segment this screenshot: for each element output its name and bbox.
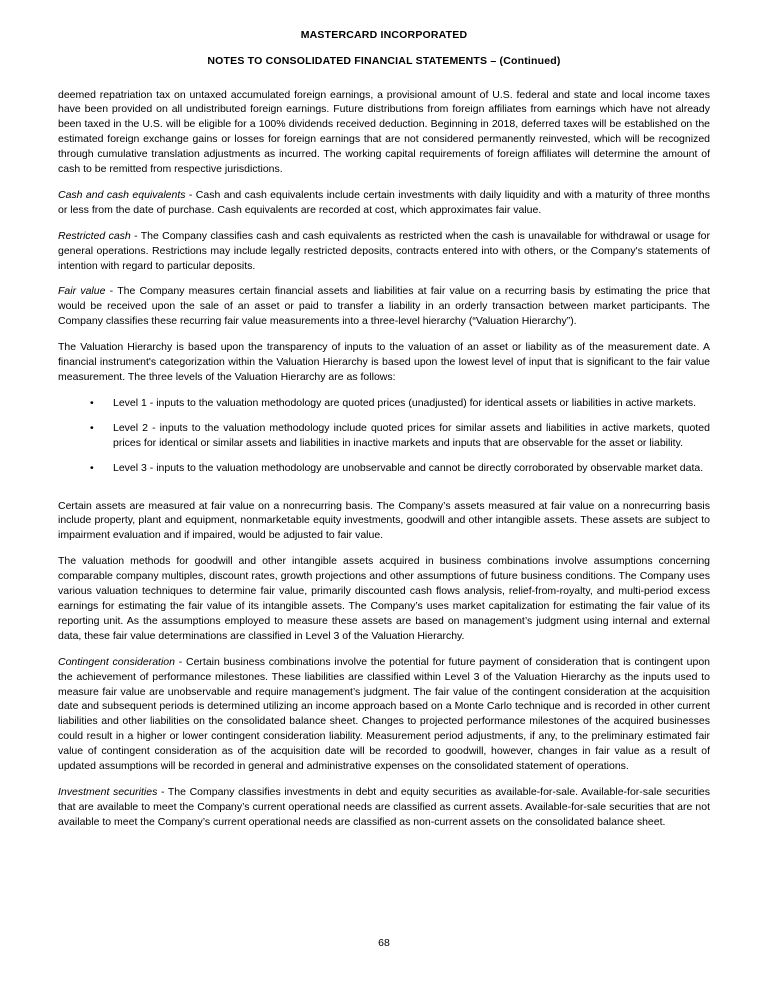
term-cash-and-cash-equivalents-body: - Cash and cash equivalents include certain investments with daily liquidity and with a maturity of three months or less from the date of purchase. Cash equivalents are recorded at cost, which approximates fair value. <box>58 188 710 216</box>
term-restricted-cash-body: - The Company classifies cash and cash equivalents as restricted when the cash is unavailable for withdrawal or usage for general operations. Restrictions may include legally restricted deposits, contracts entered into with others, or the Company's statements of intention with regard to particular deposits. <box>58 229 710 272</box>
paragraph-cash-and-cash-equivalents <box>58 188 710 218</box>
list-item-text: Level 2 - inputs to the valuation methodology include quoted prices for similar assets and liabilities in active markets, quoted prices for identical or similar assets and liabilities in inactive markets and inputs that are observable for the asset or liability. <box>113 421 710 449</box>
term-contingent-consideration-body: - Certain business combinations involve the potential for future payment of consideration that is contingent upon the achievement of performance milestones. These liabilities are classified within Level 3 of the Valuation Hierarchy as the inputs used to measure fair value are unobservable and require management’s judgment. The fair value of the contingent consideration at the acquisition date and subsequent periods is determined utilizing an income approach based on a Monte Carlo technique and is recorded in other current liabilities and other liabilities on the consolidated balance sheet. Changes to projected performance milestones of the acquired businesses could result in a higher or lower contingent consideration liability. Measurement period adjustments, if any, to the preliminary estimated fair value of contingent consideration as of the acquisition date will be recorded to goodwill, however, changes in fair value as a result of updated assumptions will be recorded in general and administrative expenses on the consolidated statement of operations. <box>58 655 710 773</box>
bullet-icon: • <box>90 461 94 474</box>
term-fair-value: Fair value <box>58 285 106 298</box>
term-fair-value-body: - The Company measures certain financial assets and liabilities at fair value on a recurring basis by estimating the price that would be received upon the sale of an asset or paid to transfer a liability in an orderly transaction between market participants. The Company classifies these recurring fair value measurements into a three-level hierarchy (“Valuation Hierarchy”). <box>58 285 710 328</box>
list-item <box>58 461 710 476</box>
list-item-text: Level 3 - inputs to the valuation methodology are unobservable and cannot be directly corroborated by observable market data. <box>113 461 704 474</box>
bullet-icon: • <box>90 421 94 434</box>
paragraph-repatriation-tax: deemed repatriation tax on untaxed accumulated foreign earnings, a provisional amount of U.S. federal and state and local income taxes have been provided on all undistributed foreign earnings. Future distributions from foreign affiliates from earnings which have not already been taxed in the U.S. will be eligible for a 100% dividends received deduction. Beginning in 2018, deferred taxes will be established on the estimated foreign exchange gains or losses for foreign earnings that are not considered permanently reinvested, which will be recognized through cumulative translation adjustments as incurred. The working capital requirements of foreign affiliates will determine the amount of cash to be remitted from respective jurisdictions. <box>58 88 710 176</box>
page-number: 68 <box>378 937 390 949</box>
valuation-hierarchy-levels-list <box>58 396 710 476</box>
bullet-icon: • <box>90 396 94 409</box>
list-item <box>58 421 710 451</box>
document-subtitle: NOTES TO CONSOLIDATED FINANCIAL STATEMENTS – (Continued) <box>207 54 561 67</box>
list-item-text: Level 1 - inputs to the valuation methodology are quoted prices (unadjusted) for identical assets or liabilities in active markets. <box>113 396 697 409</box>
paragraph-valuation-hierarchy: The Valuation Hierarchy is based upon the transparency of inputs to the valuation of an asset or liability as of the measurement date. A financial instrument's categorization within the Valuation Hierarchy is based upon the lowest level of input that is significant to the fair value measurement. The three levels of the Valuation Hierarchy are as follows: <box>58 341 710 383</box>
term-investment-securities: Investment securities <box>58 785 158 798</box>
paragraph-contingent-consideration <box>58 655 710 774</box>
paragraph-fair-value <box>58 284 710 329</box>
term-restricted-cash: Restricted cash <box>58 229 131 242</box>
term-investment-securities-body: - The Company classifies investments in debt and equity securities as available-for-sale. Available-for-sale securities that are available to meet the Company’s current operational needs are classified as current assets. Available-for-sale securities that are not available to meet the Company’s current operational needs are classified as non-current assets on the consolidated balance sheet. <box>58 785 711 828</box>
paragraph-investment-securities <box>58 785 710 830</box>
term-contingent-consideration: Contingent consideration <box>58 655 175 668</box>
company-name: MASTERCARD INCORPORATED <box>300 29 468 41</box>
paragraph-nonrecurring-fair-value: Certain assets are measured at fair value on a nonrecurring basis. The Company’s assets measured at fair value on a nonrecurring basis include property, plant and equipment, nonmarketable equity investments, goodwill and other intangible assets. These assets are subject to impairment evaluation and if impaired, would be adjusted to fair value. <box>58 499 710 542</box>
list-spacer <box>58 487 710 499</box>
term-cash-and-cash-equivalents: Cash and cash equivalents <box>58 188 186 201</box>
list-item <box>58 396 710 411</box>
paragraph-valuation-methods-goodwill: The valuation methods for goodwill and other intangible assets acquired in business combinations involve assumptions concerning comparable company multiples, discount rates, growth projections and other assumptions of future business conditions. The Company uses various valuation techniques to determine fair value, primarily discounted cash flows analysis, relief-from-royalty, and multi-period excess earnings for estimating the fair value of its intangible assets. The Company’s uses market capitalization for estimating the fair value of its reporting unit. As the assumptions employed to measure these assets are based on management’s judgment using internal and external data, these fair value determinations are classified in Level 3 of the Valuation Hierarchy. <box>58 555 710 642</box>
document-header <box>58 28 710 70</box>
paragraph-restricted-cash <box>58 229 710 274</box>
